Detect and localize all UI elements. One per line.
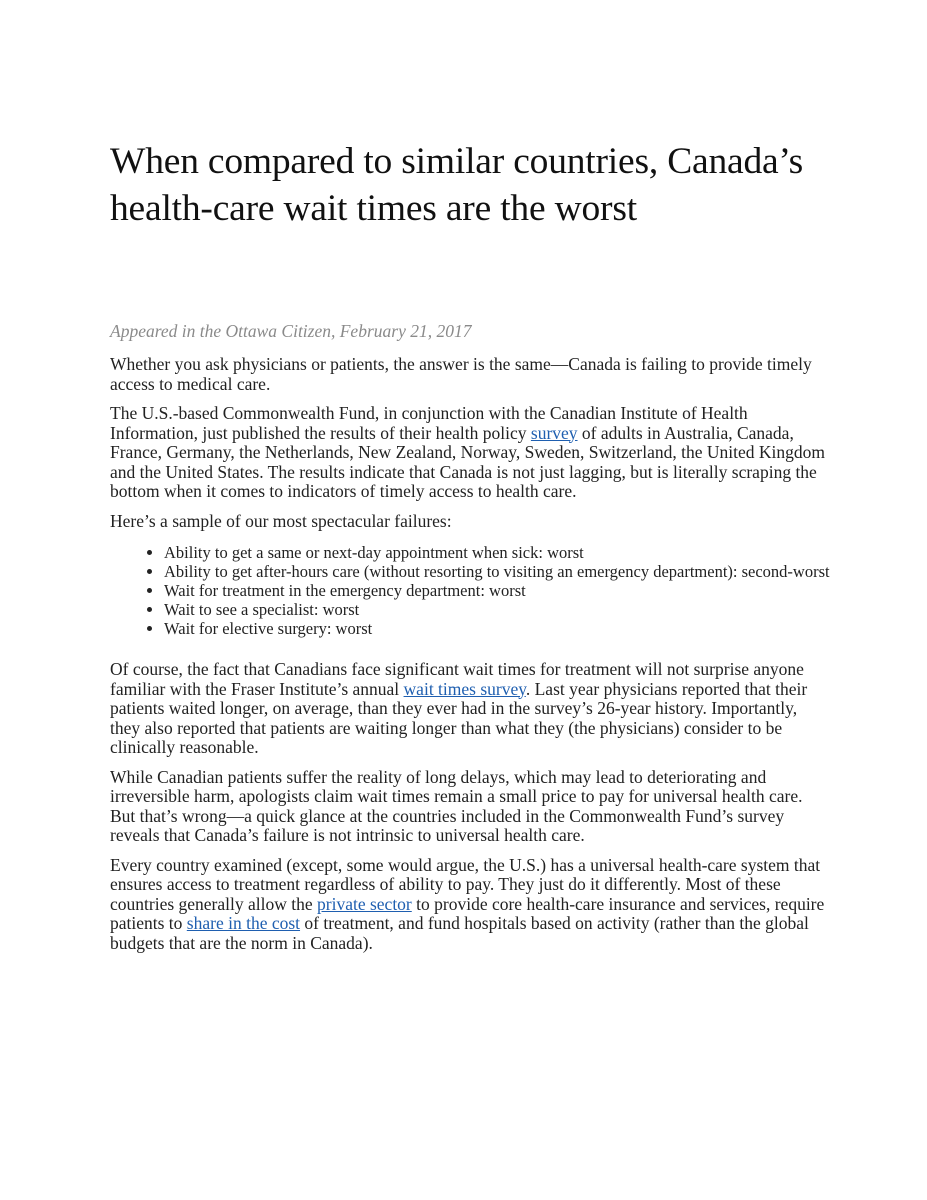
- article-body: [110, 355, 830, 963]
- list-item: • Ability to get a same or next-day appointment when sick: worst: [164, 543, 830, 562]
- paragraph-text: The U.S.-based Commonwealth Fund, in conjunction with the Canadian Institute of Health Information, just published the results of their health policy: [110, 403, 748, 443]
- list-item: • Wait for treatment in the emergency department: worst: [164, 581, 830, 600]
- paragraph-text: Of course, the fact that Canadians face significant wait times for treatment will not surprise anyone familiar with the Fraser Institute’s annual: [110, 659, 804, 699]
- paragraph-text: of adults in Australia, Canada, France, Germany, the Netherlands, New Zealand, Norway, Sweden, Switzerland, the United Kingdom and the United States. The results indicate that Canada is not just lagging, but is literally scraping the bottom when it comes to indicators of timely access to health care.: [110, 422, 826, 501]
- paragraph-text: of treatment, and fund hospitals based on activity (rather than the global budgets that are the norm in Canada).: [110, 913, 809, 953]
- paragraph-text: Every country examined (except, some would argue, the U.S.) has a universal health-care system that ensures access to treatment regardless of ability to pay. They just do it differently. Most of these countries generally allow the: [110, 854, 821, 914]
- paragraph-sample-intro: Here’s a sample of our most spectacular failures:: [110, 510, 452, 531]
- share-in-the-cost-link[interactable]: share in the cost: [186, 913, 301, 933]
- list-item: • Ability to get after-hours care (without resorting to visiting an emergency department): second-worst: [164, 562, 830, 581]
- wait-times-survey-link[interactable]: wait times survey: [403, 678, 526, 699]
- list-item: • Wait for elective surgery: worst: [164, 619, 830, 638]
- survey-link[interactable]: survey: [530, 422, 578, 443]
- paragraph-universal-systems: [110, 856, 830, 954]
- paragraph-commonwealth-fund: [110, 404, 830, 502]
- paragraph-text: . Last year physicians reported that their patients waited longer, on average, than they ever had in the survey’s 26-year history. Importantly, they also reported that patients are waiting longer than what they (the physicians) consider to be clinically reasonable.: [110, 678, 808, 757]
- private-sector-link[interactable]: private sector: [317, 893, 412, 914]
- paragraph-apologists: While Canadian patients suffer the reality of long delays, which may lead to deteriorating and irreversible harm, apologists claim wait times remain a small price to pay for universal health care. But that’s wrong—a quick glance at the countries included in the Commonwealth Fund’s survey reveals that Canada’s failure is not intrinsic to universal health care.: [110, 766, 803, 845]
- paragraph-fraser-institute: [110, 660, 830, 758]
- failures-list: [110, 543, 830, 638]
- headline: When compared to similar countries, Canada’s health-care wait times are the worst: [110, 141, 804, 229]
- list-item: • Wait to see a specialist: worst: [164, 600, 830, 619]
- byline: Appeared in the Ottawa Citizen, February 21, 2017: [110, 321, 472, 341]
- paragraph-intro: Whether you ask physicians or patients, the answer is the same—Canada is failing to provide timely access to medical care.: [110, 354, 812, 394]
- paragraph-text: to provide core health-care insurance and services, require patients to: [110, 893, 825, 933]
